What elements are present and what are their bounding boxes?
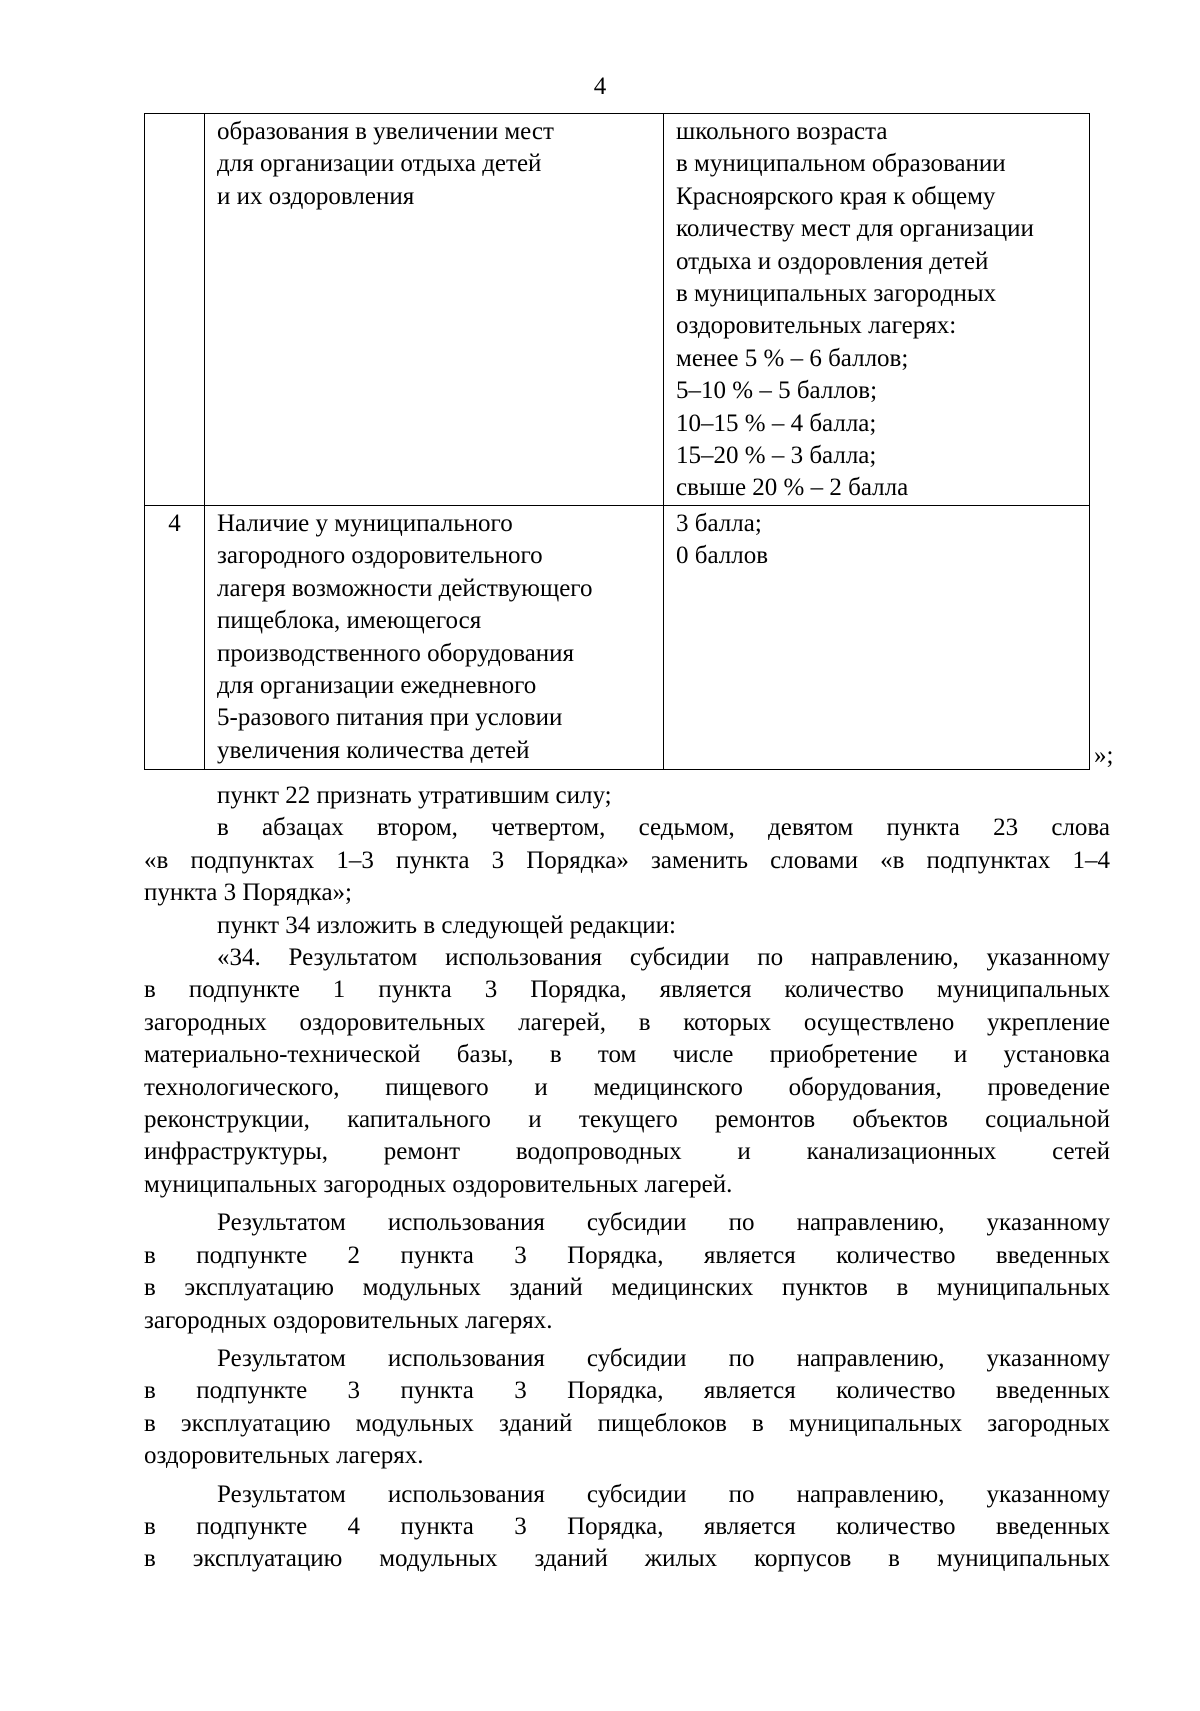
criteria-table: [144, 113, 1090, 770]
score-cell: [664, 505, 1090, 769]
score-line: школьного возраста: [676, 118, 888, 145]
closing-quote-mark: »;: [1094, 742, 1114, 769]
criterion-line: увеличения количества детей: [217, 736, 530, 764]
text-line: муниципальных загородных оздоровительных лагерей.: [144, 1170, 733, 1198]
criterion-line: и их оздоровления: [217, 182, 415, 210]
score-line: свыше 20 % – 2 балла: [676, 474, 909, 502]
text-line: Результатом использования субсидии по направлению, указанному: [217, 1480, 1110, 1508]
criterion-cell: [205, 505, 664, 769]
criterion-line: пищеблока, имеющегося: [217, 607, 482, 635]
criterion-line: Наличие у муниципального: [217, 509, 513, 537]
text-line: загородных оздоровительных лагерях.: [144, 1306, 553, 1334]
criterion-line: производственного оборудования: [217, 639, 575, 667]
score-line: 3 балла;: [676, 509, 762, 537]
text-line: в эксплуатацию модульных зданий жилых корпусов в муниципальных: [144, 1545, 1110, 1573]
paragraph: [144, 1343, 1110, 1473]
text-line: в абзацах втором, четвертом, седьмом, девятом пункта 23 слова: [217, 814, 1110, 842]
text-line: Результатом использования субсидии по направлению, указанному: [217, 1209, 1110, 1237]
text-line: в подпункте 4 пункта 3 Порядка, является количество введенных: [144, 1512, 1110, 1540]
criterion-line: для организации отдыха детей: [217, 150, 542, 178]
score-cell: [664, 114, 1090, 506]
text-line: «в подпунктах 1–3 пункта 3 Порядка» заменить словами «в подпунктах 1–4: [144, 846, 1110, 874]
text-line: пункта 3 Порядка»;: [144, 879, 352, 907]
table-row: [145, 114, 1090, 506]
table-row: [145, 505, 1090, 769]
text-line: реконструкции, капитального и текущего ремонтов объектов социальной: [144, 1106, 1110, 1134]
score-line: оздоровительных лагерях:: [676, 312, 957, 340]
paragraph: [144, 812, 1110, 909]
text-line: инфраструктуры, ремонт водопроводных и канализационных сетей: [144, 1138, 1110, 1166]
score-line: в муниципальном образовании: [676, 150, 1006, 178]
criterion-line: 5-разового питания при условии: [217, 704, 563, 732]
text-line: «34. Результатом использования субсидии по направлению, указанному: [217, 944, 1110, 972]
score-line: 5–10 % – 5 баллов;: [676, 377, 878, 405]
text-line: технологического, пищевого и медицинского оборудования, проведение: [144, 1073, 1110, 1101]
criterion-line: загородного оздоровительного: [217, 542, 543, 570]
criterion-line: для организации ежедневного: [217, 671, 537, 699]
score-line: 15–20 % – 3 балла;: [676, 442, 877, 470]
score-line: менее 5 % – 6 баллов;: [676, 344, 909, 372]
text-line: в подпункте 2 пункта 3 Порядка, является количество введенных: [144, 1241, 1110, 1269]
score-line: отдыха и оздоровления детей: [676, 247, 989, 275]
text-line: загородных оздоровительных лагерей, в которых осуществлено укрепление: [144, 1008, 1110, 1036]
paragraph: пункт 34 изложить в следующей редакции:: [217, 911, 676, 939]
document-body: [144, 780, 1110, 1576]
text-line: в подпункте 1 пункта 3 Порядка, является количество муниципальных: [144, 976, 1110, 1004]
paragraph: [144, 942, 1110, 1201]
score-line: 0 баллов: [676, 542, 769, 570]
score-line: количеству мест для организации: [676, 215, 1034, 243]
text-line: в подпункте 3 пункта 3 Порядка, является количество введенных: [144, 1377, 1110, 1405]
row-number-cell: 4: [145, 505, 205, 769]
paragraph: [144, 1479, 1110, 1576]
paragraph: пункт 22 признать утратившим силу;: [217, 782, 612, 809]
score-line: 10–15 % – 4 балла;: [676, 409, 877, 437]
criterion-line: лагеря возможности действующего: [217, 574, 593, 602]
text-line: материально-технической базы, в том числе приобретение и установка: [144, 1041, 1110, 1069]
page-number: 4: [593, 73, 607, 100]
criterion-line: образования в увеличении мест: [217, 118, 554, 145]
score-line: Красноярского края к общему: [676, 182, 996, 210]
text-line: в эксплуатацию модульных зданий медицинских пунктов в муниципальных: [144, 1274, 1110, 1302]
score-line: в муниципальных загородных: [676, 280, 997, 308]
text-line: оздоровительных лагерях.: [144, 1442, 424, 1470]
criterion-cell: [205, 114, 664, 506]
text-line: Результатом использования субсидии по направлению, указанному: [217, 1344, 1110, 1372]
paragraph: [144, 1207, 1110, 1337]
row-number-cell: [145, 114, 205, 506]
text-line: в эксплуатацию модульных зданий пищеблоков в муниципальных загородных: [144, 1409, 1110, 1437]
